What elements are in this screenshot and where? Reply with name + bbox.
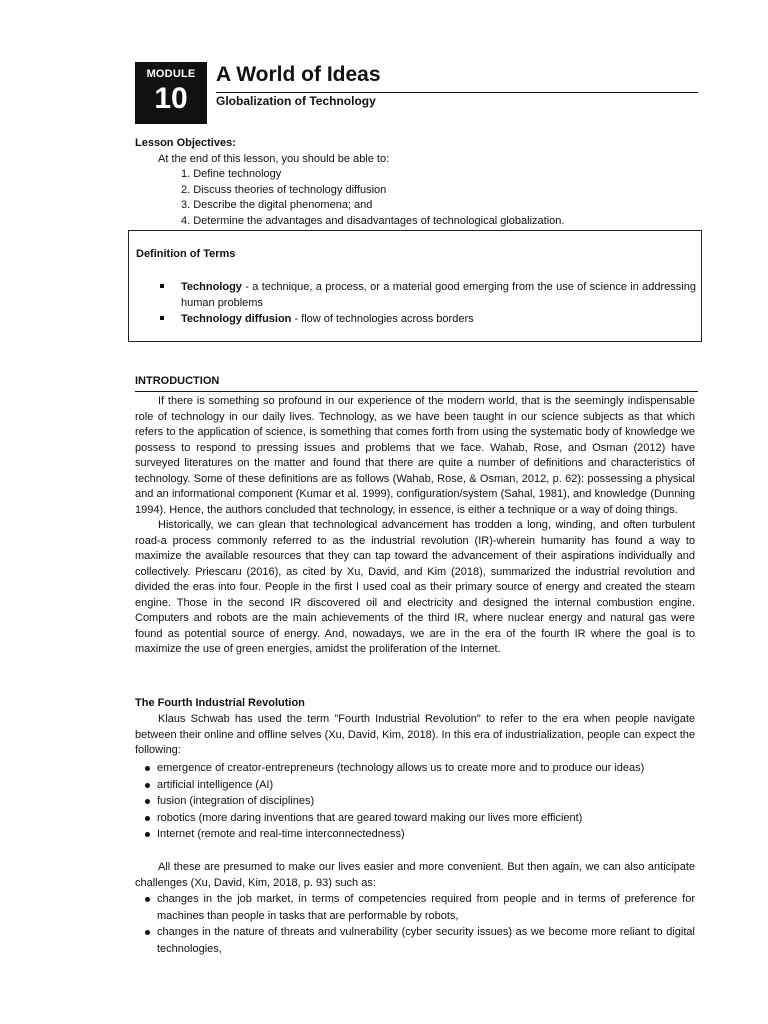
list-item [135, 810, 695, 827]
bullet-icon [145, 783, 150, 788]
definitions-heading: Definition of Terms [136, 248, 236, 260]
page-subtitle: Globalization of Technology [216, 94, 376, 108]
page-title: A World of Ideas [216, 63, 381, 86]
list-item [135, 793, 695, 810]
bullet-icon [145, 766, 150, 771]
term: Technology diffusion [181, 313, 292, 325]
bullet-icon [145, 799, 150, 804]
module-number: 10 [154, 82, 188, 115]
fourth-ir-body [135, 712, 695, 759]
objectives-intro: At the end of this lesson, you should be able to: [158, 152, 390, 165]
introduction-body [135, 394, 695, 658]
module-label: MODULE [146, 68, 196, 80]
list-item-text: artificial intelligence (AI) [157, 778, 274, 791]
fourth-ir-heading: The Fourth Industrial Revolution [135, 697, 305, 709]
square-bullet-icon [160, 316, 164, 320]
term-definition: - a technique, a process, or a material good emerging from the use of science in addressing human problems [181, 281, 696, 309]
list-item-text: robotics (more daring inventions that are geared toward making our lives more efficient) [157, 811, 583, 824]
paragraph: All these are presumed to make our lives easier and more convenient. But then again, we can also anticipate challenges (Xu, David, Kim, 2018, p. 93) such as: [135, 861, 695, 889]
list-item [135, 826, 695, 843]
introduction-divider [135, 391, 698, 392]
bullet-icon [145, 897, 150, 902]
lesson-objectives [135, 136, 698, 229]
objectives-heading: Lesson Objectives: [135, 137, 236, 149]
definition-of-terms-box [128, 230, 702, 342]
paragraph: Historically, we can glean that technological advancement has trodden a long, winding, and often turbulent road-a process commonly referred to as the industrial revolution (IR)-wherein humanity has found a way to maximize the available resources that they can tap toward the advancement of their aspirations individually and collectively. Priescaru (2016), as cited by Xu, David, and Kim (2018), summarized the industrial revolution and divided the eras into four. People in the first I used coal as their primary source of energy and created the steam engine. Those in the second IR discovered oil and electricity and designed the internal combustion engine. Computers and robots are the main achievements of the third IR, where nuclear energy and natural gas were found as potential source of energy. And, nowadays, we are in the era of the fourth IR where the goal is to maximize the use of green energies, amidst the proliferation of the Internet. [135, 519, 695, 655]
bullet-icon [145, 832, 150, 837]
paragraph: If there is something so profound in our experience of the modern world, that is the seemingly indispensable role of technology in our daily lives. Technology, as we have been taught in our science subjects as that which refers to the application of science, is something that comes forth from using the systematic body of knowledge we possess to respond to pressing issues and problems that we face. Wahab, Rose, and Osman (2012) have surveyed literatures on the matter and found that there are quite a number of definitions and characteristics of technology. Some of these definitions are as follows (Wahab, Rose, & Osman, 2012, p. 62): possessing a physical and an informational component (Kumar et al. 1999), configuration/system (Sahal, 1981), and knowledge (Dunning 1994). Hence, the authors concluded that technology, in essence, is either a technique or a way of doing things. [135, 395, 695, 516]
list-item: 4. Determine the advantages and disadvantages of technological globalization. [181, 214, 565, 227]
list-item [136, 311, 696, 327]
list-item: 2. Discuss theories of technology diffusion [181, 183, 387, 196]
list-item [136, 279, 696, 311]
list-item-text: changes in the job market, in terms of competencies required from people and in terms of preference for machines than people in tasks that are performable by robots, [157, 893, 695, 922]
list-item-text: Internet (remote and real-time interconnectedness) [157, 828, 405, 840]
challenges-list [135, 891, 695, 957]
list-item [135, 924, 695, 957]
list-item-text: fusion (integration of disciplines) [157, 795, 315, 807]
list-item-text: changes in the nature of threats and vulnerability (cyber security issues) as we become more reliant to digital technologies, [157, 926, 695, 955]
paragraph: Klaus Schwab has used the term "Fourth Industrial Revolution" to refer to the era when people navigate between their online and offline selves (Xu, David, Kim, 2018). In this era of industrialization, people can expect the following: [135, 713, 695, 756]
term-definition: - flow of technologies across borders [291, 313, 474, 325]
bullet-icon [145, 816, 150, 821]
list-item [135, 891, 695, 924]
title-divider [216, 92, 698, 93]
list-item-text: emergence of creator-entrepreneurs (technology allows us to create more and to produce our ideas) [157, 762, 645, 774]
term: Technology [181, 281, 242, 293]
list-item: 1. Define technology [181, 168, 282, 180]
fourth-ir-list [135, 760, 695, 843]
definitions-list [136, 279, 696, 327]
challenges-intro [135, 860, 695, 891]
square-bullet-icon [160, 284, 164, 288]
objectives-list [135, 167, 698, 229]
list-item [135, 777, 695, 794]
introduction-heading: INTRODUCTION [135, 375, 220, 387]
module-badge [135, 62, 207, 124]
list-item: 3. Describe the digital phenomena; and [181, 199, 373, 211]
list-item [135, 760, 695, 777]
bullet-icon [145, 930, 150, 935]
